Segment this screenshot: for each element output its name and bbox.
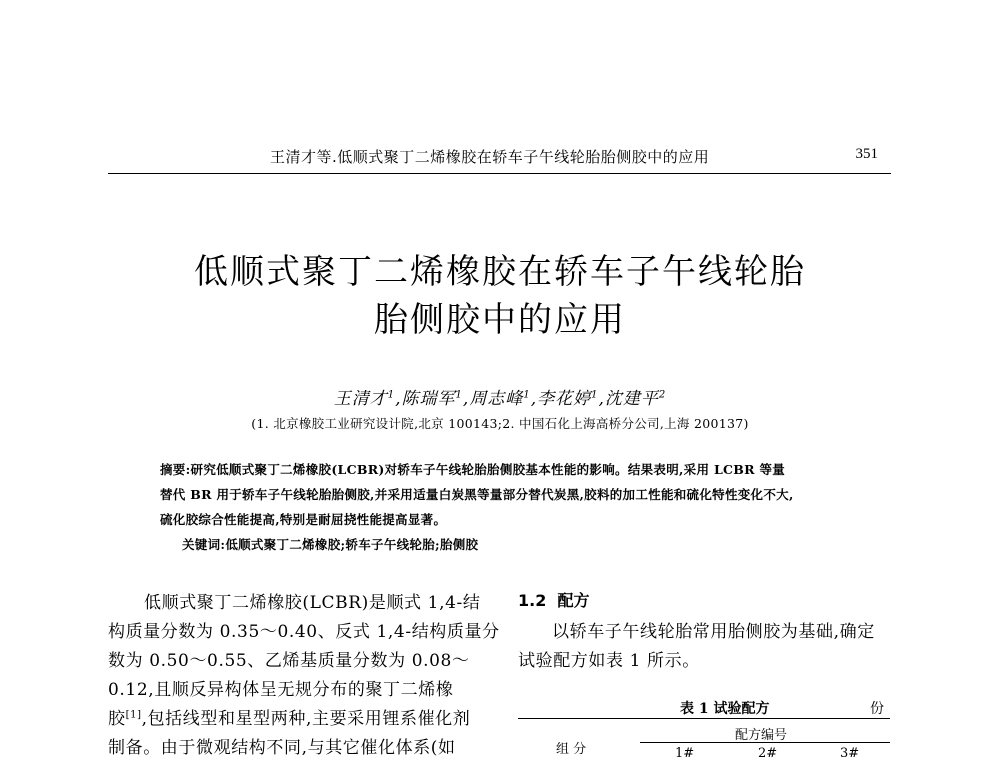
affiliation: (1. 北京橡胶工业研究设计院,北京 100143;2. 中国石化上海高桥分公司,上海 200137) xyxy=(251,416,749,431)
author-affil-mark: 2 xyxy=(658,389,667,401)
author-name: 陈瑞军 xyxy=(401,389,456,409)
section-number: 1.2 xyxy=(518,591,547,610)
author-name: 周志峰 xyxy=(469,389,524,409)
abstract-line: 摘要:研究低顺式聚丁二烯橡胶(LCBR)对轿车子午线轮胎胎侧胶基本性能的影响。结果表明,采用 LCBR 等量 xyxy=(160,462,786,477)
author-affil-mark: 1 xyxy=(387,389,396,401)
section-title: 配方 xyxy=(557,591,590,610)
author-name: 李花婷 xyxy=(537,389,592,409)
table-caption: 表 1 试验配方 xyxy=(680,701,770,717)
body-line xyxy=(108,704,498,729)
table-unit: 份 xyxy=(870,701,884,717)
section-text-line: 试验配方如表 1 所示。 xyxy=(518,651,700,671)
keywords: 关键词:低顺式聚丁二烯橡胶;轿车子午线轮胎;胎侧胶 xyxy=(182,537,479,552)
body-line: 构质量分数为 0.35～0.40、反式 1,4-结构质量分 xyxy=(108,622,500,642)
table-column-header: 1# xyxy=(675,746,695,761)
author-affil-mark: 1 xyxy=(455,389,463,401)
abstract-line: 硫化胶综合性能提高,特别是耐屈挠性能提高显著。 xyxy=(160,512,447,527)
author-affil-mark: 1 xyxy=(591,389,599,401)
table-header-group: 配方编号 xyxy=(735,728,788,743)
running-header: 王清才等.低顺式聚丁二烯橡胶在轿车子午线轮胎胎侧胶中的应用 xyxy=(270,148,710,166)
author-name: 沈建平 xyxy=(604,389,659,409)
body-text: 胶 xyxy=(108,709,126,729)
body-line: 0.12,且顺反异构体呈无规分布的聚丁二烯橡 xyxy=(108,680,454,700)
header-rule xyxy=(108,173,891,174)
table-top-rule xyxy=(518,718,890,719)
section-text-line: 以轿车子午线轮胎常用胎侧胶为基础,确定 xyxy=(552,622,875,642)
body-line: 数为 0.50～0.55、乙烯基质量分数为 0.08～ xyxy=(108,651,470,671)
abstract-line: 替代 BR 用于轿车子午线轮胎胎侧胶,并采用适量白炭黑等量部分替代炭黑,胶料的加工性能和硫化特性变化不大, xyxy=(160,487,794,502)
body-line: 低顺式聚丁二烯橡胶(LCBR)是顺式 1,4-结 xyxy=(144,593,481,613)
page-number: 351 xyxy=(855,146,878,162)
table-column-header: 3# xyxy=(840,746,860,761)
paper-title-line-2: 胎侧胶中的应用 xyxy=(374,300,626,340)
body-text: ,包括线型和星型两种,主要采用锂系催化剂 xyxy=(141,709,471,729)
author-name: 王清才 xyxy=(333,389,388,409)
paper-title-line-1: 低顺式聚丁二烯橡胶在轿车子午线轮胎 xyxy=(194,252,806,292)
body-line: 制备。由于微观结构不同,与其它催化体系(如 xyxy=(108,738,456,758)
author-list: 王清才$^1$,陈瑞军$^1$,周志峰$^1$,李花婷$^1$,沈建平$^2$ xyxy=(333,389,667,409)
author-affil-mark: 1 xyxy=(523,389,531,401)
citation-ref: [1] xyxy=(125,709,142,721)
table-header-component: 组 分 xyxy=(556,742,587,757)
table-column-header: 2# xyxy=(758,746,778,761)
table-sub-rule xyxy=(640,742,890,743)
section-heading xyxy=(518,588,590,611)
